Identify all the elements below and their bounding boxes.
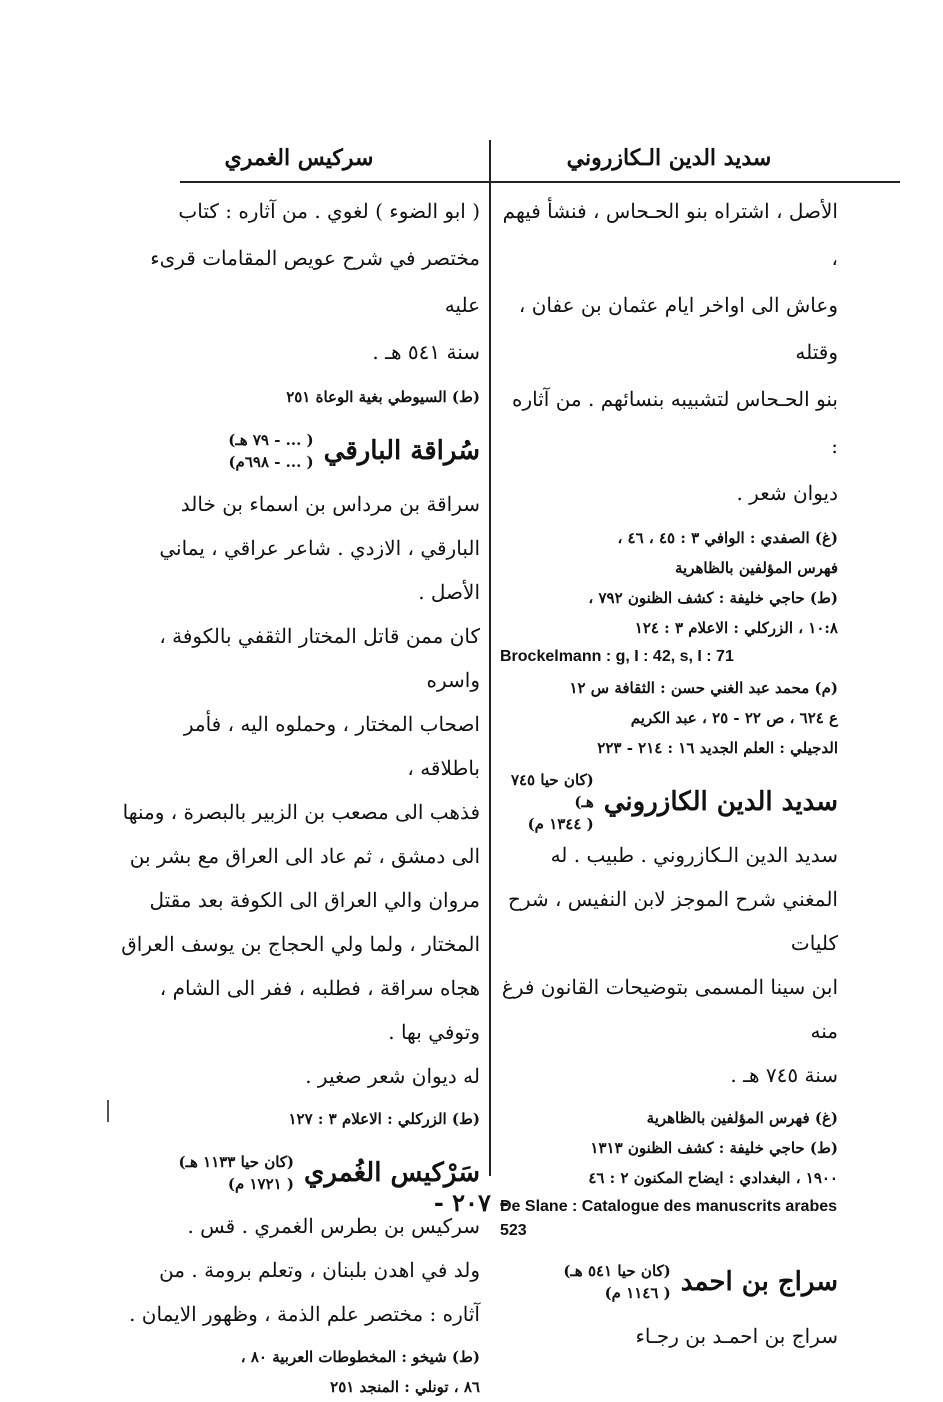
entry-date-gregorian: ( ... - ٦٩٨م): [228, 453, 314, 471]
left-text-line: سنة ٥٤١ هـ .: [372, 340, 480, 364]
left-text-line: المختار ، ولما ولي الحجاج بن يوسف العراق: [121, 932, 480, 956]
right-text-line: المغني شرح الموجز لابن النفيس ، شرح كليات: [507, 887, 838, 955]
left-text-line: سراقة بن مرداس بن اسماء بن خالد: [180, 492, 480, 516]
reference-line: (م) محمد عبد الغني حسن : الثقافة س ١٢: [569, 679, 838, 697]
entry-date-hijri: (كان حيا ٧٤٥ هـ): [510, 771, 594, 811]
reference-line: (ط) حاجي خليفة : كشف الظنون ٧٩٢ ،: [588, 589, 838, 607]
right-text-line: سراج بن احمـد بن رجـاء: [635, 1324, 838, 1348]
right-text-line: الأصل ، اشتراه بنو الحـحاس ، فنشأ فيهم ،: [502, 199, 838, 270]
left-text-line: كان ممن قاتل المختار الثقفي بالكوفة ، واسره: [159, 624, 480, 692]
left-text-line: سركيس بن بطرس الغمري . قس .: [187, 1214, 480, 1238]
reference-line: ٨٦ ، تونلي : المنجد ٢٥١: [330, 1378, 480, 1396]
left-text-line: فذهب الى مصعب بن الزبير بالبصرة ، ومنها: [122, 800, 480, 824]
right-running-head: سديد الدين الـكازروني: [566, 145, 772, 171]
entry-date-gregorian: ( ١١٤٦ م): [604, 1284, 671, 1302]
entry-name: سراج بن احمد: [680, 1267, 838, 1297]
entry-date-hijri: (كان حيا ٥٤١ هـ): [563, 1262, 671, 1280]
left-text-line: آثاره : مختصر علم الذمة ، وظهور الايمان .: [129, 1302, 480, 1326]
entry-date-gregorian: ( ١٣٤٤ م): [527, 815, 594, 833]
reference-line: ١٩٠٠ ، البغدادي : ايضاح المكنون ٢ : ٤٦: [588, 1169, 838, 1187]
entry-name: سُراقة البارقي: [323, 436, 480, 466]
reference-line: (ط) الزركلي : الاعلام ٣ : ١٢٧: [288, 1110, 480, 1128]
reference-line: (غ) فهرس المؤلفين بالظاهرية: [646, 1109, 838, 1127]
right-text-line: ديوان شعر .: [736, 481, 838, 505]
right-text-line: ابن سينا المسمى بتوضيحات القانون فرغ منه: [501, 975, 838, 1043]
latin-reference: De Slane : Catalogue des manuscrits arabes 523: [500, 1198, 838, 1239]
left-text-line: ( ابو الضوء ) لغوي . من آثاره : كتاب: [178, 199, 480, 223]
column-divider: [489, 140, 491, 1176]
entry-dates: [563, 1260, 670, 1304]
entry-name: سديد الدين الكازروني: [603, 787, 838, 817]
left-running-head: سركيس الغمري: [224, 145, 374, 171]
entry-date-hijri: ( ... - ٧٩ هـ): [228, 431, 314, 449]
reference-line: (ط) شيخو : المخطوطات العربية ٨٠ ،: [240, 1348, 480, 1366]
left-text-line: البارقي ، الازدي . شاعر عراقي ، يماني الأصل .: [159, 536, 480, 604]
reference-line: (ط) السيوطي بغية الوعاة ٢٥١: [286, 388, 480, 406]
right-column: [500, 140, 838, 1360]
entry-date-hijri: (كان حيا ١١٣٣ هـ): [178, 1153, 295, 1171]
right-text-line: بنو الحـحاس لتشبيبه بنسائهم . من آثاره :: [512, 387, 838, 458]
entry-heading: [500, 1257, 838, 1307]
page-number: - ٢٠٧ -: [433, 1188, 510, 1217]
left-text-line: له ديوان شعر صغير .: [305, 1064, 480, 1088]
latin-reference: Brockelmann : g, I : 42, s, I : 71: [500, 648, 734, 665]
entry-heading: [500, 771, 838, 833]
entry-dates: [500, 769, 594, 835]
left-text-line: ولد في اهدن بلبنان ، وتعلم برومة . من: [159, 1258, 480, 1282]
reference-line: ١٠:٨ ، الزركلي : الاعلام ٣ : ١٢٤: [634, 619, 838, 637]
reference-line: (ط) حاجي خليفة : كشف الظنون ١٣١٣: [590, 1139, 838, 1157]
entry-heading: [118, 426, 480, 476]
right-text-line: وعاش الى اواخر ايام عثمان بن عفان ، وقتله: [518, 293, 838, 364]
left-text-line: الى دمشق ، ثم عاد الى العراق مع بشر بن: [129, 844, 480, 868]
right-text-line: سديد الدين الـكازروني . طبيب . له: [550, 843, 838, 867]
reference-line: الدجيلي : العلم الجديد ١٦ : ٢١٤ - ٢٢٣: [597, 739, 838, 757]
entry-date-gregorian: ( ١٧٢١ م): [227, 1175, 295, 1193]
reference-line: ع ٦٢٤ ، ص ٢٢ - ٢٥ ، عبد الكريم: [630, 709, 838, 727]
reference-line: فهرس المؤلفين بالظاهرية: [675, 559, 838, 577]
margin-mark: [107, 1100, 109, 1122]
reference-line: (غ) الصفدي : الوافي ٣ : ٤٥ ، ٤٦ ،: [617, 529, 838, 547]
right-text-line: سنة ٧٤٥ هـ .: [730, 1063, 838, 1087]
left-text-line: مختصر في شرح عويص المقامات قرىء عليه: [150, 246, 480, 317]
left-text-line: هجاه سراقة ، فطلبه ، ففر الى الشام ، وتوفي بها .: [159, 976, 480, 1044]
entry-dates: [228, 429, 313, 473]
entry-name: سَرْكيس الغُمري: [304, 1158, 480, 1188]
left-text-line: مروان والي العراق الى الكوفة بعد مقتل: [149, 888, 480, 912]
left-text-line: اصحاب المختار ، وحملوه اليه ، فأمر باطلاقه ،: [183, 712, 480, 780]
